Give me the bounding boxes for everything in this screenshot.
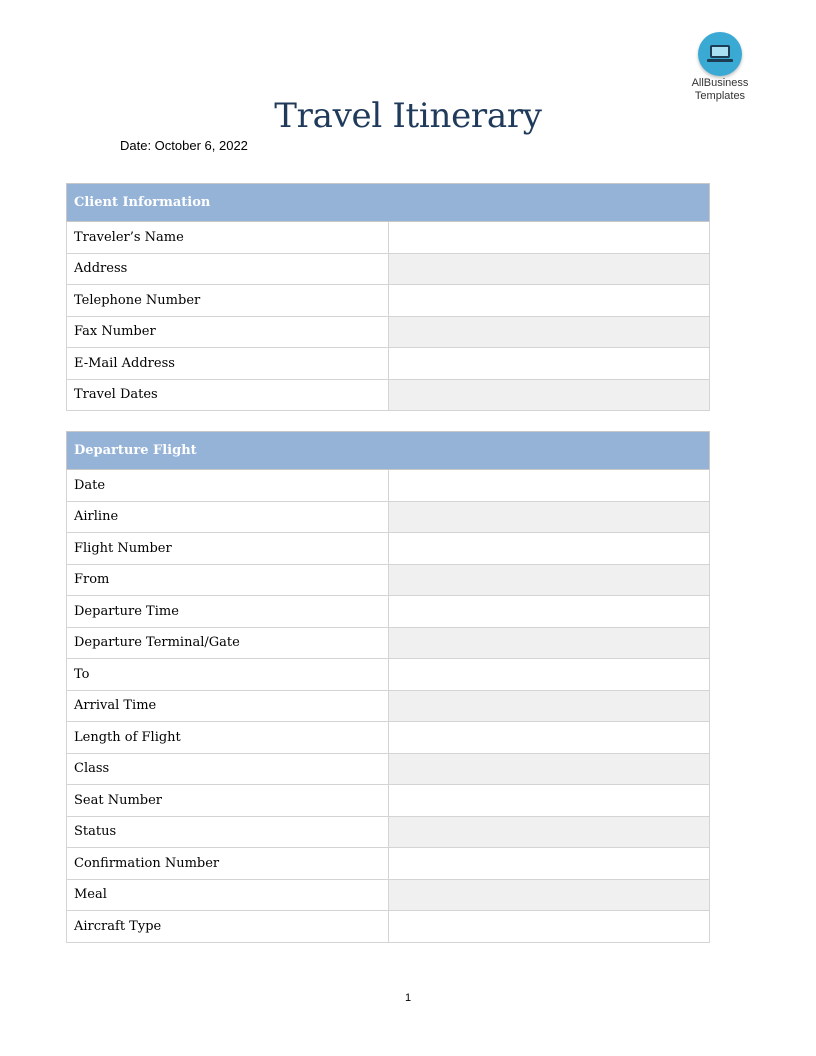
departure-field-value[interactable] [388,533,710,565]
client-information-header: Client Information [67,184,710,222]
document-date: Date: October 6, 2022 [120,138,248,153]
table-row [67,222,710,254]
departure-field-label: Departure Time [67,596,389,628]
departure-field-value[interactable] [388,627,710,659]
departure-field-label: Class [67,753,389,785]
table-row [67,379,710,411]
table-row [67,470,710,502]
client-field-label: Travel Dates [67,379,389,411]
departure-field-value[interactable] [388,690,710,722]
logo-text-line2: Templates [694,90,746,102]
departure-field-value[interactable] [388,911,710,943]
table-row [67,753,710,785]
departure-field-value[interactable] [388,816,710,848]
client-field-value[interactable] [388,379,710,411]
departure-field-value[interactable] [388,659,710,691]
table-row [67,911,710,943]
logo-text-line1: AllBusiness [691,77,749,89]
table-row [67,316,710,348]
table-row [67,596,710,628]
table-row [67,348,710,380]
departure-field-value[interactable] [388,753,710,785]
departure-field-label: Aircraft Type [67,911,389,943]
table-row [67,879,710,911]
departure-field-label: Flight Number [67,533,389,565]
client-information-table [66,183,710,411]
departure-field-label: Status [67,816,389,848]
table-row [67,785,710,817]
departure-field-value[interactable] [388,722,710,754]
departure-field-label: Length of Flight [67,722,389,754]
departure-field-label: Airline [67,501,389,533]
departure-field-value[interactable] [388,470,710,502]
client-field-label: Traveler’s Name [67,222,389,254]
client-field-value[interactable] [388,285,710,317]
table-row [67,253,710,285]
table-row [67,816,710,848]
departure-field-label: Departure Terminal/Gate [67,627,389,659]
laptop-icon [698,32,742,76]
allbusiness-logo [688,32,752,102]
client-field-value[interactable] [388,316,710,348]
client-field-label: Address [67,253,389,285]
departure-field-label: To [67,659,389,691]
client-field-value[interactable] [388,253,710,285]
departure-field-label: Confirmation Number [67,848,389,880]
table-row [67,848,710,880]
departure-field-value[interactable] [388,596,710,628]
page-number: 1 [404,992,412,1004]
table-row [67,564,710,596]
departure-field-value[interactable] [388,501,710,533]
departure-field-value[interactable] [388,564,710,596]
departure-field-label: Meal [67,879,389,911]
departure-field-value[interactable] [388,785,710,817]
client-field-label: Fax Number [67,316,389,348]
table-row [67,690,710,722]
departure-flight-header: Departure Flight [67,432,710,470]
client-field-value[interactable] [388,222,710,254]
client-field-value[interactable] [388,348,710,380]
departure-field-value[interactable] [388,879,710,911]
departure-flight-table [66,431,710,943]
client-field-label: Telephone Number [67,285,389,317]
table-row [67,501,710,533]
departure-field-label: From [67,564,389,596]
table-row [67,533,710,565]
table-row [67,627,710,659]
departure-field-label: Date [67,470,389,502]
page-title: Travel Itinerary [274,96,542,136]
table-row [67,659,710,691]
client-field-label: E-Mail Address [67,348,389,380]
departure-field-label: Seat Number [67,785,389,817]
table-row [67,722,710,754]
departure-field-value[interactable] [388,848,710,880]
departure-field-label: Arrival Time [67,690,389,722]
table-row [67,285,710,317]
